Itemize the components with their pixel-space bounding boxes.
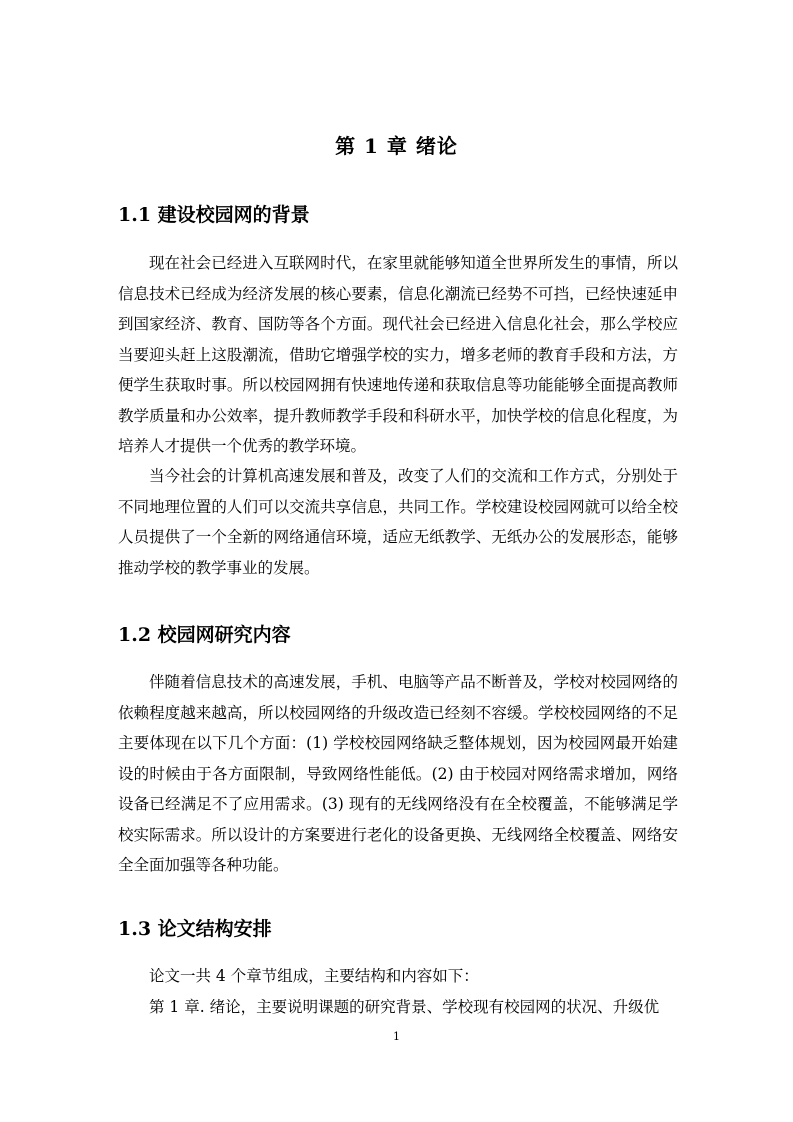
chapter-title: 第 1 章 绪论: [335, 134, 458, 158]
section-heading-1-1: 1.1 建设校园网的背景: [118, 204, 310, 226]
structure-line-1: 论文一共 4 个章节组成，主要结构和内容如下：: [149, 967, 479, 985]
paragraph-research-content: 伴随着信息技术的高速发展，手机、电脑等产品不断普及，学校对校园网络的依赖程度越来越高，所以校园网络的升级改造已经刻不容缓。学校校园网络的不足主要体现在以下几个方面：(1) 学校校园网络缺乏整体规划，因为校园网最开始建设的时候由于各方面限制，导致网络性能低。(2) 由于校园对网络需求增加，网络设备已经满足不了应用需求。(3) 现有的无线网络没有在全校覆盖，不能够满足学校实际需求。所以设计的方案要进行老化的设备更换、无线网络全校覆盖、网络安全全面加强等各种功能。: [118, 673, 678, 874]
section-heading-1-2: 1.2 校园网研究内容: [118, 624, 291, 646]
page-number: 1: [393, 1030, 400, 1043]
section-heading-1-3: 1.3 论文结构安排: [118, 918, 272, 940]
paragraph-background-1: 现在社会已经进入互联网时代，在家里就能够知道全世界所发生的事情，所以信息技术已经成为经济发展的核心要素，信息化潮流已经势不可挡，已经快速延申到国家经济、教育、国防等各个方面。现代社会已经进入信息化社会，那么学校应当要迎头赶上这股潮流，借助它增强学校的实力，增多老师的教育手段和方法，方便学生获取时事。所以校园网拥有快速地传递和获取信息等功能能够全面提高教师教学质量和办公效率，提升教师教学手段和科研水平，加快学校的信息化程度，为培养人才提供一个优秀的教学环境。: [118, 254, 678, 455]
structure-line-2: 第 1 章. 绪论，主要说明课题的研究背景、学校现有校园网的状况、升级优: [149, 998, 660, 1016]
paragraph-background-2: 当今社会的计算机高速发展和普及，改变了人们的交流和工作方式，分别处于不同地理位置的人们可以交流共享信息，共同工作。学校建设校园网就可以给全校人员提供了一个全新的网络通信环境，适应无纸教学、无纸办公的发展形态，能够推动学校的教学事业的发展。: [118, 467, 678, 577]
